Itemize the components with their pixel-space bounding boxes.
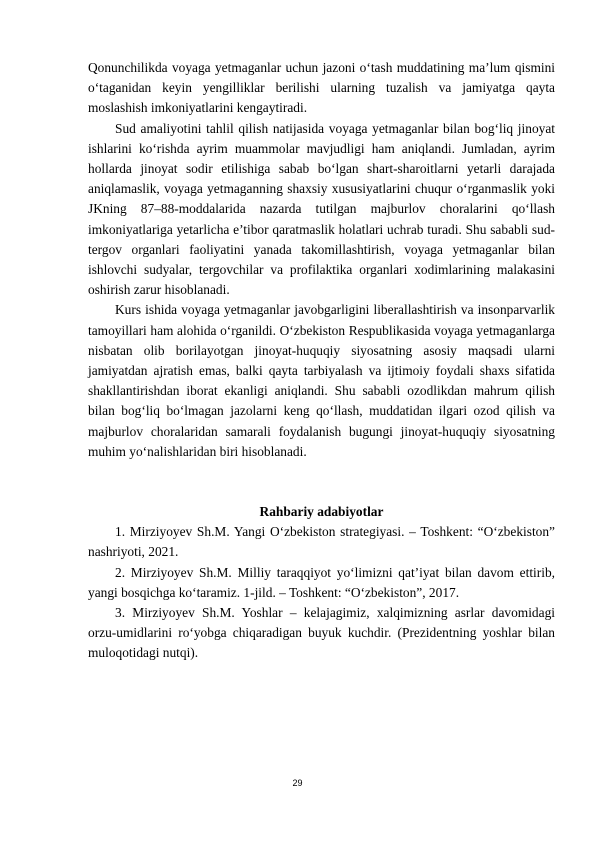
paragraph: Sud amaliyotini tahlil qilish natijasida voyaga yetmaganlar bilan bog‘liq jinoyat ishlarini ko‘rishda ayrim muammolar mavjudligi ham aniqlandi. Jumladan, ayrim hollarda jinoyat sodir etilishiga sabab bo‘lgan shart-sharoitlarni yetarli darajada aniqlamaslik, voyaga yetmaganning shaxsiy xususiyatlarini chuqur o‘rganmaslik yoki JKning 87–88-moddalarida nazarda tutilgan majburlov choralarini qo‘llash imkoniyatlariga yetarlicha e’tibor qaratmaslik holatlari uchrab turadi. Shu sababli sud-tergov organlari faoliyatini yanada takomillashtirish, voyaga yetmaganlar bilan ishlovchi sudyalar, tergovchilar va profilaktika organlari xodimlarining malakasini oshirish zarur hisoblanadi.: [88, 120, 555, 298]
paragraph: Qonunchilikda voyaga yetmaganlar uchun jazoni o‘tash muddatining ma’lum qismini o‘taganidan keyin yengilliklar berilishi ularning tuzalish va jamiyatga qayta moslashish imkoniyatlarini kengaytiradi.: [88, 60, 555, 116]
section-spacer: [88, 462, 555, 502]
reference-item: 2. Mirziyoyev Sh.M. Milliy taraqqiyot yo‘limizni qat’iyat bilan davom ettirib, yangi bosqichga ko‘taramiz. 1-jild. – Toshkent: “O‘zbekiston”, 2017.: [88, 564, 555, 600]
reference-item: 3. Mirziyoyev Sh.M. Yoshlar – kelajagimiz, xalqimizning asrlar davomidagi orzu-umidlarini ro‘yobga chiqaradigan buyuk kuchdir. (Prezidentning yoshlar bilan muloqotidagi nutqi).: [88, 605, 555, 661]
references-heading: Rahbariy adabiyotlar: [259, 504, 384, 520]
paragraph: Kurs ishida voyaga yetmaganlar javobgarligini liberallashtirish va insonparvarlik tamoyillari ham alohida o‘rganildi. O‘zbekiston Respublikasida voyaga yetmaganlarga nisbatan olib borilayotgan jinoyat-huquqiy siyosatning asosiy maqsadi ularni jamiyatdan ajratish emas, balki qayta tarbiyalash va ijtimoiy foydali shaxs sifatida shakllantirishdan iborat ekanligi aniqlandi. Shu sababli ozodlikdan mahrum qilish bilan bog‘liq bo‘lmagan jazolarni keng qo‘llash, muddatidan ilgari ozod qilish va majburlov choralaridan samarali foydalanish bugungi jinoyat-huquqiy siyosatning muhim yo‘nalishlaridan biri hisoblanadi.: [88, 302, 555, 459]
page-number: 29: [292, 778, 303, 788]
document-body: [88, 58, 555, 664]
reference-item: 1. Mirziyoyev Sh.M. Yangi O‘zbekiston strategiyasi. – Toshkent: “O‘zbekiston” nashriyoti, 2021.: [88, 524, 555, 560]
